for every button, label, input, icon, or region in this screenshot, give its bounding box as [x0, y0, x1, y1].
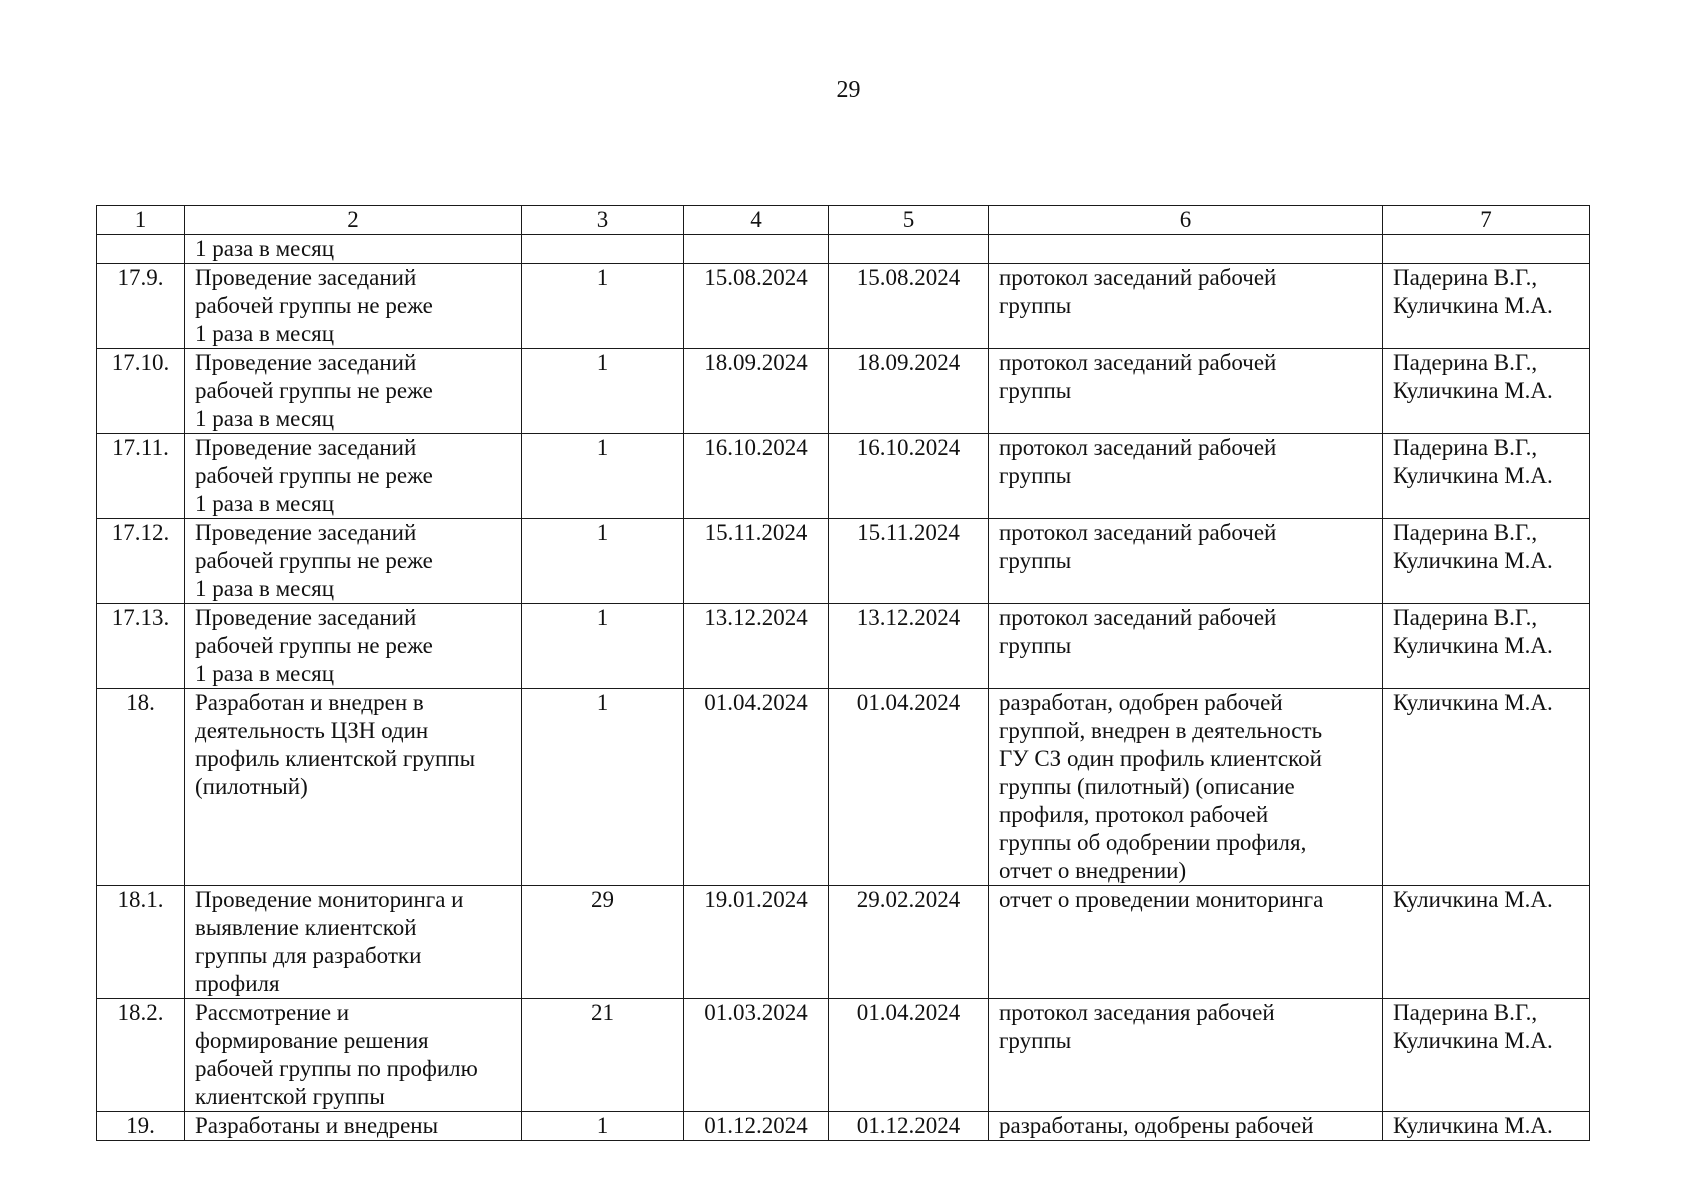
- start-date-cell: [684, 235, 829, 264]
- result-cell: [989, 689, 1383, 886]
- activity-cell-text: Проведение заседаний рабочей группы не реже 1 раза в месяц: [195, 520, 433, 601]
- responsible-cell: [1383, 434, 1590, 519]
- responsible-cell-text: Падерина В.Г., Куличкина М.А.: [1393, 435, 1553, 488]
- duration-cell-text: 29: [591, 887, 614, 912]
- start-date-cell-text: 16.10.2024: [704, 435, 808, 460]
- activity-cell-text: Проведение заседаний рабочей группы не реже 1 раза в месяц: [195, 435, 433, 516]
- activity-cell: [185, 689, 522, 886]
- result-cell: [989, 434, 1383, 519]
- result-cell-text: разработан, одобрен рабочей группой, внедрен в деятельность ГУ СЗ один профиль клиентской группы (пилотный) (описание профиля, протокол рабочей группы об одобрении профиля, отчет о внедрении): [999, 690, 1323, 883]
- result-cell: [989, 1112, 1383, 1141]
- activity-cell-text: Проведение заседаний рабочей группы не реже 1 раза в месяц: [195, 265, 433, 346]
- responsible-cell-text: Падерина В.Г., Куличкина М.А.: [1393, 520, 1553, 573]
- activity-cell: [185, 1112, 522, 1141]
- responsible-cell-text: Падерина В.Г., Куличкина М.А.: [1393, 265, 1553, 318]
- start-date-cell-text: 18.09.2024: [704, 350, 808, 375]
- end-date-cell: [829, 1112, 989, 1141]
- end-date-cell-text: 15.11.2024: [857, 520, 960, 545]
- table-row: [97, 689, 1590, 886]
- result-cell: [989, 886, 1383, 999]
- duration-cell-text: 1: [596, 435, 609, 460]
- item-number-text: 18.: [126, 690, 155, 715]
- table-row: [97, 434, 1590, 519]
- column-number-3: 3: [522, 206, 684, 235]
- item-number: [97, 604, 185, 689]
- responsible-cell-text: Куличкина М.А.: [1393, 1113, 1553, 1138]
- responsible-cell: [1383, 689, 1590, 886]
- end-date-cell-text: 15.08.2024: [856, 265, 961, 290]
- end-date-cell-text: 01.04.2024: [856, 1000, 961, 1025]
- column-number-2: 2: [185, 206, 522, 235]
- table-row: [97, 886, 1590, 999]
- start-date-cell: [684, 349, 829, 434]
- duration-cell: [522, 604, 684, 689]
- duration-cell-text: 1: [596, 265, 609, 290]
- responsible-cell: [1383, 1112, 1590, 1141]
- duration-cell: [522, 264, 684, 349]
- responsible-cell: [1383, 519, 1590, 604]
- responsible-cell: [1383, 349, 1590, 434]
- start-date-cell: [684, 434, 829, 519]
- activity-cell-text: 1 раза в месяц: [195, 236, 335, 261]
- duration-cell-text: 1: [596, 520, 609, 545]
- activity-cell: [185, 434, 522, 519]
- end-date-cell-text: 16.10.2024: [856, 435, 961, 460]
- duration-cell: [522, 1112, 684, 1141]
- responsible-cell: [1383, 604, 1590, 689]
- start-date-cell-text: 19.01.2024: [704, 887, 808, 912]
- start-date-cell: [684, 1112, 829, 1141]
- end-date-cell: [829, 349, 989, 434]
- item-number: [97, 886, 185, 999]
- table-header-row: [97, 206, 1590, 235]
- item-number: [97, 1112, 185, 1141]
- end-date-cell-text: 01.12.2024: [856, 1113, 961, 1138]
- responsible-cell-text: Куличкина М.А.: [1393, 887, 1553, 912]
- item-number-text: 19.: [126, 1113, 155, 1138]
- item-number-text: 17.9.: [117, 265, 164, 290]
- result-cell-text: протокол заседаний рабочей группы: [999, 435, 1277, 488]
- column-number-4: 4: [684, 206, 829, 235]
- duration-cell-text: 1: [596, 605, 609, 630]
- column-number-7: 7: [1383, 206, 1590, 235]
- start-date-cell: [684, 264, 829, 349]
- responsible-cell-text: Падерина В.Г., Куличкина М.А.: [1393, 1000, 1553, 1053]
- end-date-cell-text: 29.02.2024: [856, 887, 961, 912]
- table-row: [97, 235, 1590, 264]
- activity-cell-text: Разработаны и внедрены: [195, 1113, 439, 1138]
- result-cell: [989, 604, 1383, 689]
- table-row: [97, 349, 1590, 434]
- start-date-cell: [684, 689, 829, 886]
- table-row: [97, 519, 1590, 604]
- activity-cell-text: Проведение заседаний рабочей группы не реже 1 раза в месяц: [195, 350, 433, 431]
- start-date-cell-text: 01.04.2024: [704, 690, 808, 715]
- start-date-cell: [684, 519, 829, 604]
- duration-cell: [522, 235, 684, 264]
- result-cell-text: отчет о проведении мониторинга: [999, 887, 1324, 912]
- item-number: [97, 349, 185, 434]
- responsible-cell: [1383, 999, 1590, 1112]
- duration-cell: [522, 999, 684, 1112]
- duration-cell: [522, 349, 684, 434]
- responsible-cell: [1383, 235, 1590, 264]
- end-date-cell-text: 13.12.2024: [856, 605, 961, 630]
- start-date-cell-text: 01.12.2024: [704, 1113, 808, 1138]
- activity-cell: [185, 886, 522, 999]
- item-number: [97, 264, 185, 349]
- end-date-cell: [829, 604, 989, 689]
- responsible-cell: [1383, 264, 1590, 349]
- end-date-cell: [829, 519, 989, 604]
- end-date-cell: [829, 235, 989, 264]
- end-date-cell-text: 18.09.2024: [856, 350, 961, 375]
- table-row: [97, 604, 1590, 689]
- start-date-cell: [684, 999, 829, 1112]
- item-number: [97, 999, 185, 1112]
- duration-cell: [522, 434, 684, 519]
- start-date-cell-text: 15.11.2024: [704, 520, 808, 545]
- responsible-cell: [1383, 886, 1590, 999]
- duration-cell: [522, 689, 684, 886]
- start-date-cell-text: 15.08.2024: [704, 265, 808, 290]
- activity-cell-text: Рассмотрение и формирование решения рабочей группы по профилю клиентской группы: [195, 1000, 478, 1109]
- result-cell-text: протокол заседаний рабочей группы: [999, 605, 1277, 658]
- plan-table: [96, 205, 1590, 1141]
- result-cell-text: протокол заседаний рабочей группы: [999, 265, 1277, 318]
- result-cell: [989, 264, 1383, 349]
- result-cell-text: протокол заседания рабочей группы: [999, 1000, 1275, 1053]
- start-date-cell-text: 01.03.2024: [704, 1000, 808, 1025]
- result-cell-text: разработаны, одобрены рабочей: [999, 1113, 1314, 1138]
- start-date-cell: [684, 886, 829, 999]
- duration-cell-text: 1: [596, 350, 609, 375]
- activity-cell-text: Разработан и внедрен в деятельность ЦЗН один профиль клиентской группы (пилотный): [195, 690, 476, 799]
- column-number-6: 6: [989, 206, 1383, 235]
- page-number: 29: [836, 77, 861, 103]
- activity-cell: [185, 604, 522, 689]
- item-number: [97, 235, 185, 264]
- end-date-cell: [829, 434, 989, 519]
- item-number: [97, 519, 185, 604]
- result-cell: [989, 519, 1383, 604]
- activity-cell: [185, 999, 522, 1112]
- duration-cell: [522, 519, 684, 604]
- start-date-cell: [684, 604, 829, 689]
- start-date-cell-text: 13.12.2024: [704, 605, 808, 630]
- duration-cell-text: 1: [596, 1113, 609, 1138]
- item-number-text: 17.11.: [112, 435, 169, 460]
- table-row: [97, 1112, 1590, 1141]
- item-number-text: 18.1.: [117, 887, 164, 912]
- activity-cell-text: Проведение заседаний рабочей группы не реже 1 раза в месяц: [195, 605, 433, 686]
- result-cell: [989, 999, 1383, 1112]
- end-date-cell: [829, 999, 989, 1112]
- table-row: [97, 999, 1590, 1112]
- result-cell-text: протокол заседаний рабочей группы: [999, 520, 1277, 573]
- activity-cell: [185, 349, 522, 434]
- item-number: [97, 689, 185, 886]
- end-date-cell: [829, 264, 989, 349]
- column-number-5: 5: [829, 206, 989, 235]
- responsible-cell-text: Падерина В.Г., Куличкина М.А.: [1393, 350, 1553, 403]
- item-number-text: 17.13.: [111, 605, 170, 630]
- activity-cell: [185, 519, 522, 604]
- duration-cell: [522, 886, 684, 999]
- result-cell: [989, 349, 1383, 434]
- responsible-cell-text: Куличкина М.А.: [1393, 690, 1553, 715]
- table-row: [97, 264, 1590, 349]
- column-number-1: 1: [97, 206, 185, 235]
- end-date-cell: [829, 886, 989, 999]
- result-cell: [989, 235, 1383, 264]
- item-number: [97, 434, 185, 519]
- item-number-text: 17.10.: [111, 350, 170, 375]
- duration-cell-text: 21: [591, 1000, 614, 1025]
- activity-cell-text: Проведение мониторинга и выявление клиентской группы для разработки профиля: [195, 887, 464, 996]
- activity-cell: [185, 264, 522, 349]
- result-cell-text: протокол заседаний рабочей группы: [999, 350, 1277, 403]
- item-number-text: 17.12.: [111, 520, 170, 545]
- responsible-cell-text: Падерина В.Г., Куличкина М.А.: [1393, 605, 1553, 658]
- end-date-cell-text: 01.04.2024: [856, 690, 961, 715]
- item-number-text: 18.2.: [117, 1000, 164, 1025]
- duration-cell-text: 1: [596, 690, 609, 715]
- end-date-cell: [829, 689, 989, 886]
- activity-cell: [185, 235, 522, 264]
